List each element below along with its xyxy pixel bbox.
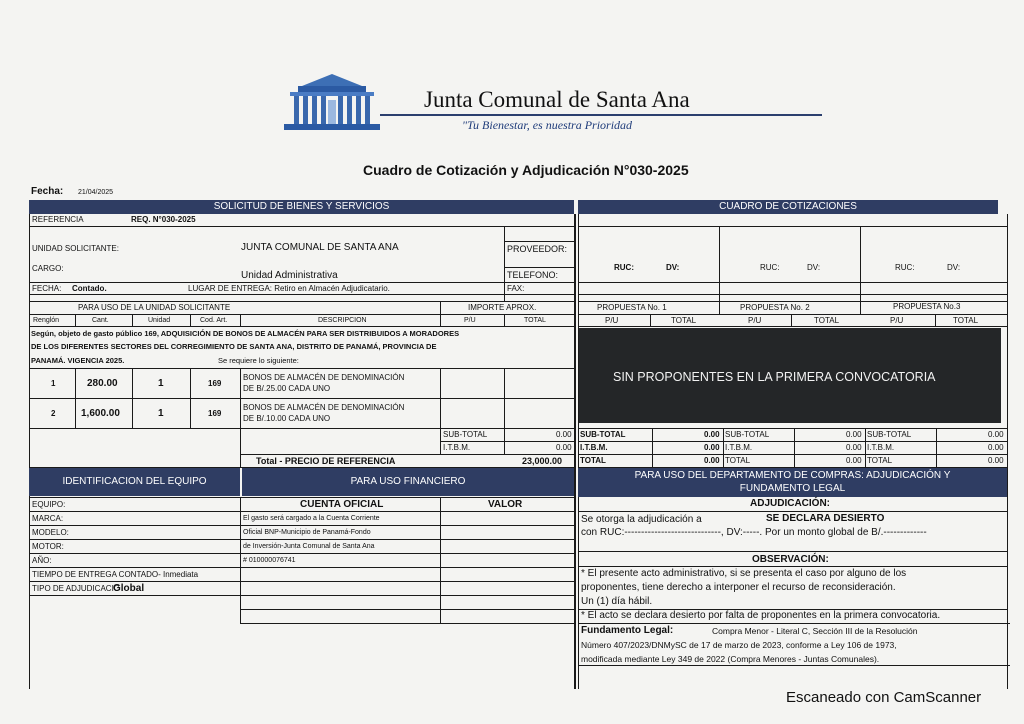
observacion-1: * El presente acto administrativo, si se presenta el caso por alguno de los (581, 568, 907, 579)
grid-line (578, 428, 1007, 429)
fundamento-1: Compra Menor - Literal C, Sección III de la Resolución (712, 626, 918, 636)
financiero-line-1: El gasto será cargado a la Cuenta Corriente (243, 515, 380, 522)
objeto-line-1: Según, objeto de gasto público 169, ADQUISICIÓN DE BONOS DE ALMACÉN PARA SER DISTRIBUIDOS A MORADORES (31, 329, 460, 338)
item-1-cod: 169 (208, 379, 222, 388)
header-rule (380, 114, 822, 116)
financiero-line-2: Oficial BNP-Municipio de Panamá-Fondo (243, 529, 371, 536)
grid-line (723, 428, 724, 467)
cot-subtotal-3: SUB-TOTAL (867, 430, 912, 439)
objeto-requiere: Se requiere lo siguiente: (218, 356, 299, 365)
grid-line (504, 368, 505, 454)
unidad-value: JUNTA COMUNAL DE SANTA ANA (241, 242, 399, 253)
adjudicacion-label: ADJUDICACIÓN: (750, 498, 830, 509)
grid-line (240, 454, 575, 455)
compras-header-line-2: FUNDAMENTO LEGAL (739, 483, 846, 494)
grid-line (719, 226, 720, 314)
grid-line (578, 623, 1010, 624)
propuesta-2: PROPUESTA No. 2 (740, 303, 810, 312)
sin-proponentes-banner (579, 328, 1001, 423)
grid-line (578, 454, 1007, 455)
unidad-label: UNIDAD SOLICITANTE: (32, 244, 119, 253)
grid-line (29, 282, 575, 283)
document-title: Cuadro de Cotización y Adjudicación N°030-2025 (363, 162, 689, 178)
grid-line (1007, 214, 1008, 689)
item-2-renglon: 2 (51, 409, 56, 418)
grid-line (29, 567, 575, 568)
cuenta-oficial-label: CUENTA OFICIAL (300, 499, 384, 510)
solicitud-header: SOLICITUD DE BIENES Y SERVICIOS (29, 200, 574, 214)
grid-line (650, 314, 651, 326)
grid-line (578, 314, 1007, 315)
cot-itbm-2-val: 0.00 (846, 443, 862, 452)
dv-2: DV: (807, 263, 821, 272)
cot-total-3: TOTAL (867, 456, 893, 465)
financiero-line-3: de Inversión-Junta Comunal de Santa Ana (243, 543, 375, 550)
observacion-label: OBSERVACIÓN: (752, 554, 829, 565)
propuesta-3: PROPUESTA No.3 (893, 302, 961, 311)
referencia-label: REFERENCIA (32, 215, 84, 224)
grid-line (936, 428, 937, 467)
cargo-value: Unidad Administrativa (241, 270, 338, 281)
grid-line (504, 314, 505, 326)
grid-line (578, 326, 1007, 327)
observacion-2: proponentes, tiene derecho a interponer el recurso de reconsideración. (581, 582, 896, 593)
item-2-desc-1: BONOS DE ALMACÉN DE DENOMINACIÓN (243, 403, 405, 412)
pu-2: P/U (748, 316, 762, 325)
logo (284, 72, 380, 132)
item-2-cod: 169 (208, 409, 222, 418)
cot-itbm-3: I.T.B.M. (867, 443, 895, 452)
sin-proponentes-text: SIN PROPONENTES EN LA PRIMERA CONVOCATORIA (613, 370, 936, 384)
grid-line (29, 525, 575, 526)
cot-total-1-val: 0.00 (704, 456, 720, 465)
equipo-row-5: AÑO: (32, 556, 52, 565)
grid-line (29, 595, 575, 596)
grid-line (29, 581, 575, 582)
grid-line (504, 241, 574, 242)
cargo-label: CARGO: (32, 264, 64, 273)
grid-line (504, 226, 505, 301)
total-3: TOTAL (953, 316, 979, 325)
grid-line (240, 314, 241, 326)
cot-total-2: TOTAL (725, 456, 751, 465)
fecha-label: Fecha: (31, 186, 64, 197)
desierto-text: SE DECLARA DESIERTO (766, 513, 885, 524)
equipo-row-3: MODELO: (32, 528, 69, 537)
propuesta-1: PROPUESTA No. 1 (597, 303, 667, 312)
pu-3: P/U (890, 316, 904, 325)
item-1-cant: 280.00 (87, 378, 118, 389)
grid-line (578, 214, 579, 689)
item-2-cant: 1,600.00 (81, 408, 120, 419)
valor-label: VALOR (488, 499, 523, 510)
grid-line (29, 511, 575, 512)
col-descripcion: DESCRIPCION (318, 317, 367, 324)
con-ruc-text: con RUC:-----------------------------, DV:-----. Por un monto global de B/.------------- (581, 527, 927, 538)
objeto-line-3: PANAMÁ. VIGENCIA 2025. (31, 356, 125, 365)
financiero-line-4: # 010000076741 (243, 557, 296, 564)
tiempo-entrega: TIEMPO DE ENTREGA CONTADO- Inmediata (32, 570, 199, 579)
grid-line (578, 282, 1007, 283)
grid-line (132, 368, 133, 428)
grid-line (29, 497, 575, 498)
tipo-adjudicacion-label: TIPO DE ADJUDICACIC (32, 584, 120, 593)
cot-subtotal-1-val: 0.00 (704, 430, 720, 439)
cot-itbm-1-val: 0.00 (704, 443, 720, 452)
grid-line (652, 428, 653, 467)
grid-line (29, 226, 575, 227)
cotizaciones-header: CUADRO DE COTIZACIONES (578, 200, 998, 214)
identificacion-header: IDENTIFICACION DEL EQUIPO (29, 468, 240, 496)
subtotal-label: SUB-TOTAL (443, 430, 488, 439)
importe-label: IMPORTE APROX. (468, 303, 537, 312)
uso-unidad-label: PARA USO DE LA UNIDAD SOLICITANTE (78, 303, 231, 312)
grid-line (29, 326, 575, 327)
observacion-4: * El acto se declara desierto por falta de proponentes en la primera convocatoria. (581, 610, 941, 621)
pu-1: P/U (605, 316, 619, 325)
grid-line (240, 623, 575, 624)
cot-subtotal-2-val: 0.00 (846, 430, 862, 439)
item-2-desc-2: DE B/.10.00 CADA UNO (243, 414, 331, 423)
total-1: TOTAL (671, 316, 697, 325)
cot-itbm-1: I.T.B.M. (580, 443, 608, 452)
ruc-3: RUC: (895, 263, 915, 272)
cot-total-1: TOTAL (580, 456, 606, 465)
fecha-row-label: FECHA: (32, 284, 62, 293)
total-2: TOTAL (814, 316, 840, 325)
grid-line (794, 428, 795, 467)
grid-line (29, 214, 30, 689)
cot-subtotal-1: SUB-TOTAL (580, 430, 626, 439)
observacion-3: Un (1) día hábil. (581, 596, 653, 607)
grid-line (29, 314, 575, 315)
fundamento-2: Número 407/2023/DNMySC de 17 de marzo de 2023, conforme a Ley 106 de 1973, (581, 640, 897, 650)
grid-line (132, 314, 133, 326)
grid-line (578, 566, 1007, 567)
compras-header (578, 468, 1007, 497)
col-renglon: Renglón (33, 317, 60, 324)
col-total: TOTAL (524, 317, 546, 324)
grid-line (29, 428, 575, 429)
grid-line (240, 609, 575, 610)
fundamento-3: modificada mediante Ley 349 de 2022 (Compra Menores - Juntas Comunales). (581, 654, 880, 664)
grid-line (190, 314, 191, 326)
item-1-unidad: 1 (158, 378, 164, 389)
subtotal-value: 0.00 (556, 430, 572, 439)
total-referencia-value: 23,000.00 (522, 456, 563, 466)
item-1-renglon: 1 (51, 379, 56, 388)
proveedor-label: PROVEEDOR: (507, 244, 568, 254)
cot-itbm-2: I.T.B.M. (725, 443, 753, 452)
fax-label: FAX: (507, 284, 525, 293)
grid-line (29, 539, 575, 540)
cot-total-2-val: 0.00 (846, 456, 862, 465)
ruc-1: RUC: (614, 263, 634, 272)
grid-line (75, 314, 76, 326)
col-cod: Cod. Art. (200, 317, 228, 324)
dv-1: DV: (666, 263, 680, 272)
scanner-watermark: Escaneado con CamScanner (786, 689, 982, 706)
item-1-desc-2: DE B/.25.00 CADA UNO (243, 384, 331, 393)
grid-line (29, 368, 575, 369)
grid-line (29, 294, 575, 295)
grid-line (440, 441, 575, 442)
grid-line (504, 267, 574, 268)
grid-line (29, 553, 575, 554)
grid-line (578, 511, 1007, 512)
equipo-row-1: EQUIPO: (32, 500, 66, 509)
col-cant: Cant. (92, 317, 109, 324)
referencia-value: REQ. N°030-2025 (131, 215, 196, 224)
ruc-2: RUC: (760, 263, 780, 272)
grid-line (75, 368, 76, 428)
itbm-label: I.T.B.M. (443, 443, 471, 452)
telefono-label: TELEFONO: (507, 270, 559, 280)
compras-header-line-1: PARA USO DEL DEPARTAMENTO DE COMPRAS: ADJUDICACIÓN Y (634, 470, 951, 481)
tipo-adjudicacion-value: Global (113, 583, 145, 594)
grid-line (440, 301, 441, 326)
grid-line (190, 368, 191, 428)
cot-total-3-val: 0.00 (988, 456, 1004, 465)
grid-line (29, 301, 575, 302)
cot-subtotal-2: SUB-TOTAL (725, 430, 770, 439)
grid-line (574, 214, 576, 689)
fundamento-label: Fundamento Legal: (581, 625, 674, 636)
grid-line (440, 368, 441, 454)
otorga-text: Se otorga la adjudicación a (581, 514, 702, 525)
lugar-entrega: LUGAR DE ENTREGA: Retiro en Almacén Adjudicatario. (188, 284, 390, 293)
total-referencia-label: Total - PRECIO DE REFERENCIA (256, 456, 396, 466)
cot-subtotal-3-val: 0.00 (988, 430, 1004, 439)
cot-itbm-3-val: 0.00 (988, 443, 1004, 452)
grid-line (578, 294, 1007, 295)
slogan: "Tu Bienestar, es nuestra Prioridad (462, 118, 633, 132)
grid-line (578, 441, 1007, 442)
grid-line (578, 226, 1007, 227)
financiero-header: PARA USO FINANCIERO (242, 468, 574, 496)
org-name: Junta Comunal de Santa Ana (424, 87, 690, 112)
col-unidad: Unidad (148, 317, 171, 324)
col-pu: P/U (464, 317, 476, 324)
grid-line (791, 314, 792, 326)
grid-line (29, 398, 575, 399)
grid-line (578, 551, 1007, 552)
grid-line (860, 226, 861, 314)
fecha-value: 21/04/2025 (78, 189, 114, 196)
equipo-row-4: MOTOR: (32, 542, 64, 551)
grid-line (865, 428, 866, 467)
grid-line (935, 314, 936, 326)
itbm-value: 0.00 (556, 443, 572, 452)
item-1-desc-1: BONOS DE ALMACÉN DE DENOMINACIÓN (243, 373, 405, 382)
equipo-row-2: MARCA: (32, 514, 64, 523)
grid-line (240, 368, 241, 467)
grid-line (240, 497, 241, 623)
item-2-unidad: 1 (158, 408, 164, 419)
fecha-row-value: Contado. (72, 284, 107, 293)
grid-line (578, 665, 1010, 666)
dv-3: DV: (947, 263, 961, 272)
grid-line (440, 497, 441, 623)
objeto-line-2: DE LOS DIFERENTES SECTORES DEL CORREGIMIENTO DE SANTA ANA, DISTRITO DE PANAMÁ, PROVINCIA DE (31, 342, 437, 351)
